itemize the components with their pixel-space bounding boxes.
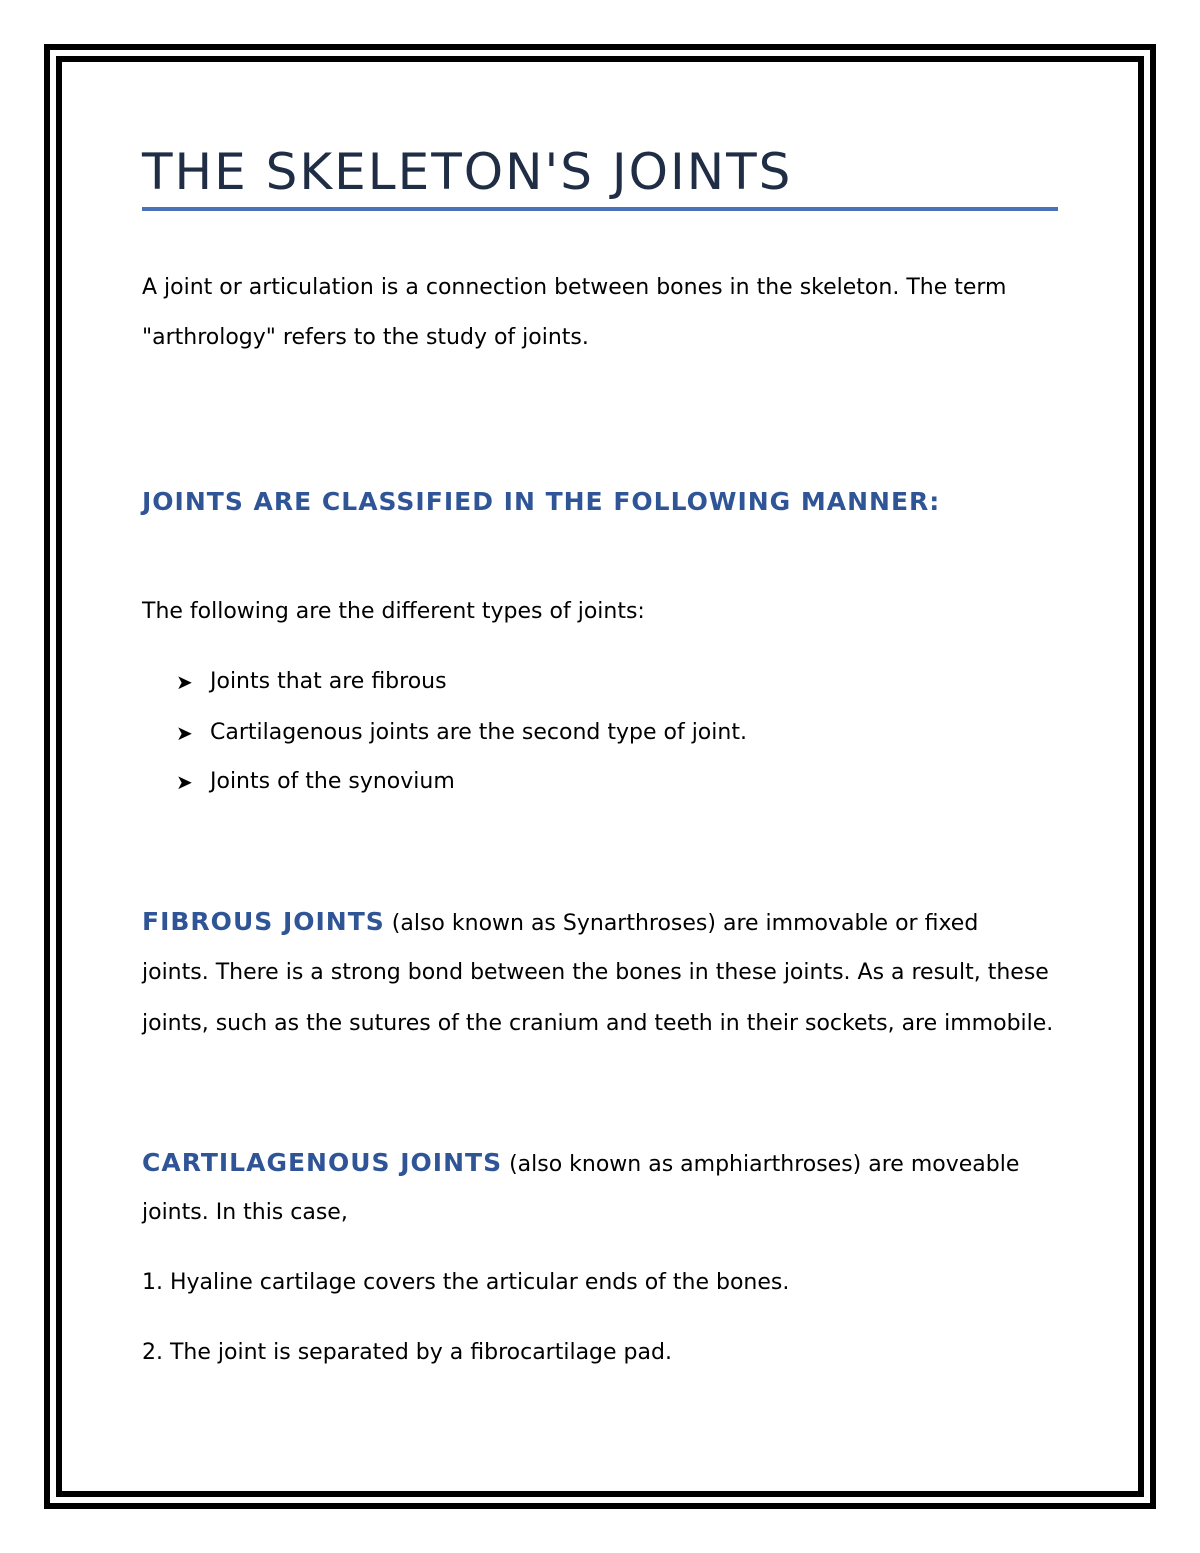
types-intro: The following are the different types of joints: — [142, 599, 645, 624]
classification-heading: JOINTS ARE CLASSIFIED IN THE FOLLOWING MANNER: — [142, 487, 941, 516]
fibrous-line-3: joints, such as the sutures of the cranium and teeth in their sockets, are immobile. — [142, 1011, 1054, 1036]
title-underline — [142, 207, 1058, 211]
fibrous-line-2: joints. There is a strong bond between the bones in these joints. As a result, these — [142, 960, 1049, 985]
page-title: THE SKELETON'S JOINTS — [142, 143, 793, 201]
list-item-label: Joints of the synovium — [210, 769, 455, 794]
intro-line-2: "arthrology" refers to the study of joints. — [142, 325, 589, 350]
cartilaginous-point-1: 1. Hyaline cartilage covers the articular ends of the bones. — [142, 1270, 790, 1295]
arrowhead-bullet-icon: ➤ — [176, 770, 193, 794]
fibrous-heading: FIBROUS JOINTS — [142, 907, 385, 936]
fibrous-line-1 — [142, 897, 1072, 949]
arrowhead-bullet-icon: ➤ — [176, 721, 193, 745]
intro-line-1: A joint or articulation is a connection between bones in the skeleton. The term — [142, 275, 1007, 300]
cartilaginous-point-2: 2. The joint is separated by a fibrocartilage pad. — [142, 1340, 672, 1365]
arrowhead-bullet-icon: ➤ — [176, 670, 193, 694]
list-item — [176, 667, 447, 697]
list-item-label: Cartilagenous joints are the second type of joint. — [210, 720, 747, 745]
list-item-label: Joints that are fibrous — [210, 669, 447, 694]
cartilaginous-line-2: joints. In this case, — [142, 1200, 348, 1225]
list-item — [176, 767, 455, 797]
fibrous-line-1-text: (also known as Synarthroses) are immovable or fixed — [384, 911, 979, 936]
list-item — [176, 718, 747, 748]
cartilaginous-line-1-text: (also known as amphiarthroses) are moveable — [502, 1152, 1020, 1177]
cartilaginous-line-1 — [142, 1138, 1072, 1190]
cartilaginous-heading: CARTILAGENOUS JOINTS — [142, 1148, 503, 1177]
